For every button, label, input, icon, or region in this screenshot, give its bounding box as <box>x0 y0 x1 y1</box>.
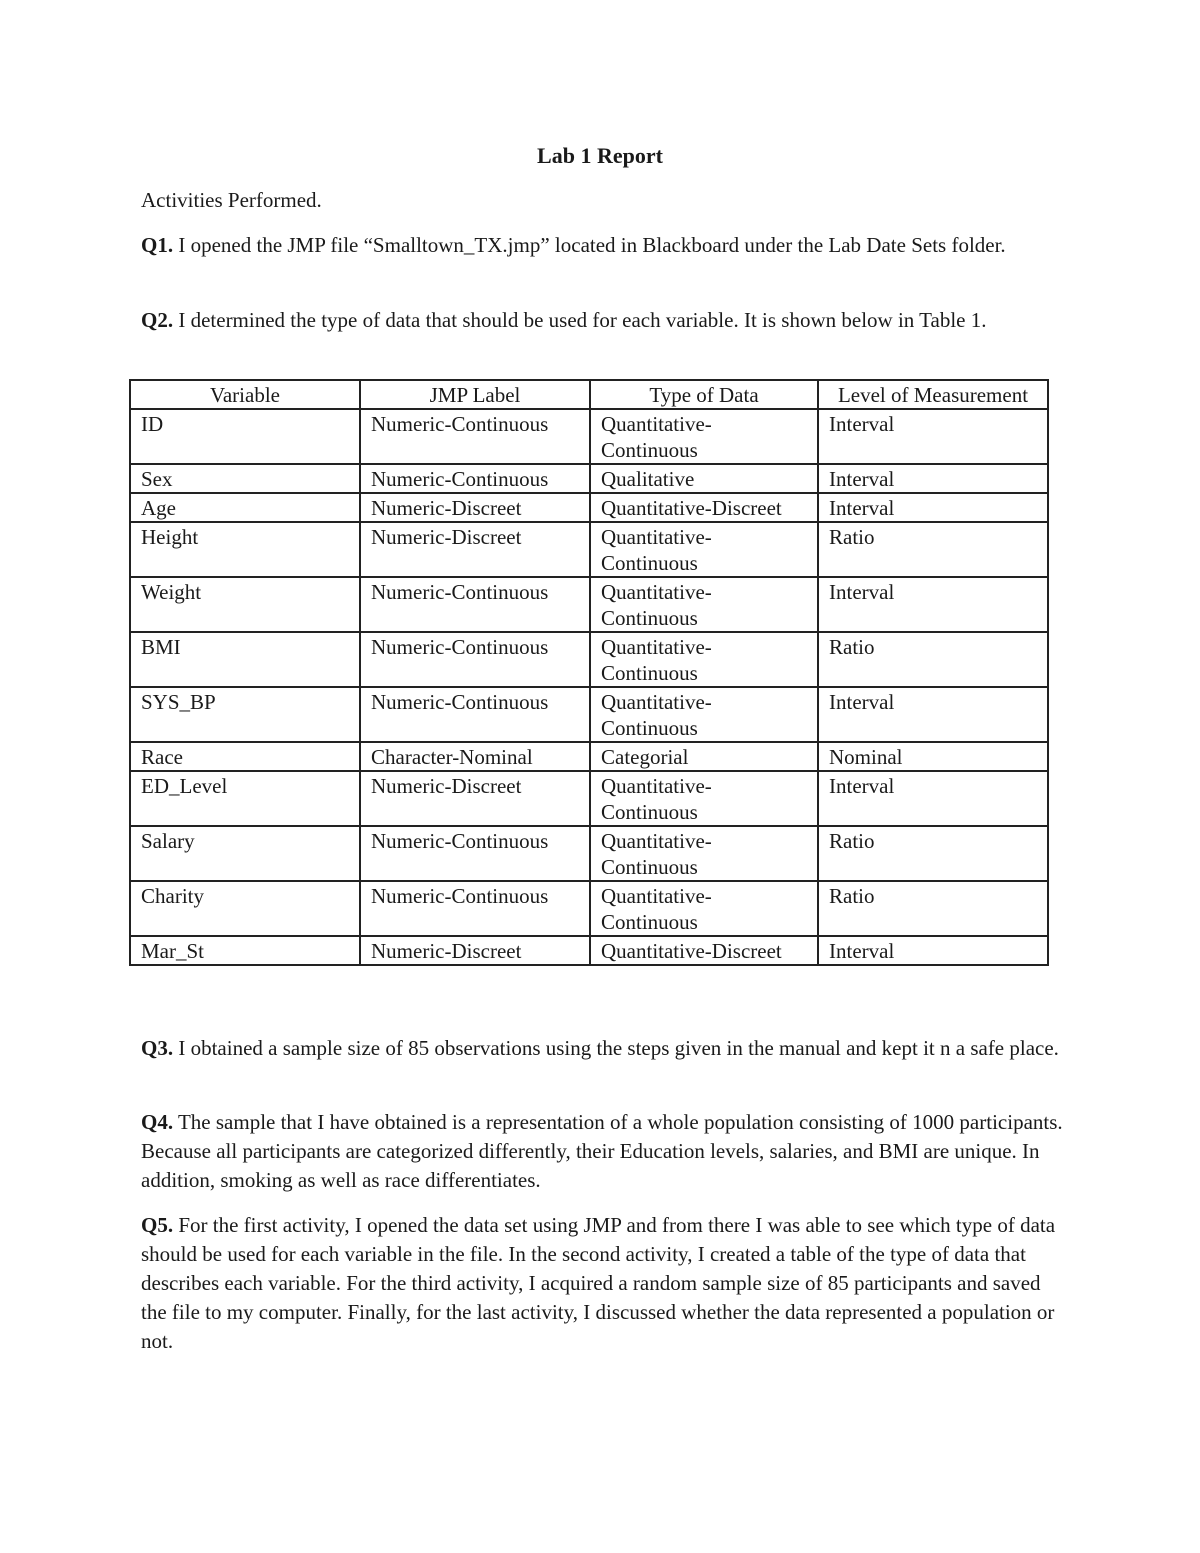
table-cell: Numeric-Discreet <box>360 493 590 522</box>
table-cell: Mar_St <box>130 936 360 965</box>
table-cell: Ratio <box>818 826 1048 881</box>
table-cell: Ratio <box>818 522 1048 577</box>
table-cell: Numeric-Discreet <box>360 522 590 577</box>
table-cell: Numeric-Continuous <box>360 881 590 936</box>
question-5 <box>141 1211 1066 1356</box>
table-cell: Interval <box>818 409 1048 464</box>
question-1-label: Q1. <box>141 233 174 257</box>
table-cell: Quantitative-Discreet <box>590 936 818 965</box>
table-row <box>130 522 1048 577</box>
table-cell: Height <box>130 522 360 577</box>
question-1-text: I opened the JMP file “Smalltown_TX.jmp” located in Blackboard under the Lab Date Sets folder. <box>173 233 1006 257</box>
table-row <box>130 577 1048 632</box>
table-row <box>130 632 1048 687</box>
table-cell: Numeric-Continuous <box>360 826 590 881</box>
table-cell: Quantitative-Continuous <box>590 409 818 464</box>
table-cell: Numeric-Continuous <box>360 632 590 687</box>
page-title: Lab 1 Report <box>537 143 663 168</box>
table-cell: Interval <box>818 771 1048 826</box>
table-cell: Quantitative-Continuous <box>590 632 818 687</box>
table-cell: Age <box>130 493 360 522</box>
table-row <box>130 881 1048 936</box>
table-cell: Interval <box>818 577 1048 632</box>
table-cell: Ratio <box>818 632 1048 687</box>
table-row <box>130 771 1048 826</box>
table-cell: Numeric-Discreet <box>360 936 590 965</box>
column-header: Type of Data <box>590 380 818 409</box>
table-cell: Character-Nominal <box>360 742 590 771</box>
table-cell: Interval <box>818 464 1048 493</box>
table-cell: Numeric-Discreet <box>360 771 590 826</box>
column-header: Variable <box>130 380 360 409</box>
activities-heading: Activities Performed. <box>141 188 322 212</box>
table-row <box>130 826 1048 881</box>
table-cell: Interval <box>818 936 1048 965</box>
question-4 <box>141 1108 1066 1195</box>
table-cell: Race <box>130 742 360 771</box>
table-body <box>130 409 1048 965</box>
table-cell: ED_Level <box>130 771 360 826</box>
table-cell: Quantitative-Continuous <box>590 687 818 742</box>
question-1 <box>141 231 1066 260</box>
table-cell: Interval <box>818 687 1048 742</box>
table-cell: Charity <box>130 881 360 936</box>
table-cell: Numeric-Continuous <box>360 464 590 493</box>
table-cell: Quantitative-Continuous <box>590 577 818 632</box>
table-cell: Quantitative-Discreet <box>590 493 818 522</box>
table-cell: Categorial <box>590 742 818 771</box>
table-cell: Interval <box>818 493 1048 522</box>
table-row <box>130 493 1048 522</box>
question-5-text: For the first activity, I opened the data set using JMP and from there I was able to see which type of data should be used for each variable in the file. In the second activity, I created a table of the type of data that describes each variable. For the third activity, I acquired a random sample size of 85 participants and saved the file to my computer. Finally, for the last activity, I discussed whether the data represented a population or not. <box>141 1213 1056 1353</box>
question-4-text: The sample that I have obtained is a representation of a whole population consisting of 1000 participants. Because all participants are categorized differently, their Education levels, salaries, and BMI are unique. In addition, smoking as well as race differentiates. <box>141 1110 1063 1192</box>
table-row <box>130 687 1048 742</box>
question-5-label: Q5. <box>141 1213 174 1237</box>
table-cell: BMI <box>130 632 360 687</box>
column-header: JMP Label <box>360 380 590 409</box>
table-cell: Quantitative-Continuous <box>590 522 818 577</box>
table-cell: ID <box>130 409 360 464</box>
table-cell: SYS_BP <box>130 687 360 742</box>
table-cell: Quantitative-Continuous <box>590 826 818 881</box>
table-header-row <box>130 380 1048 409</box>
table-cell: Ratio <box>818 881 1048 936</box>
table-cell: Numeric-Continuous <box>360 409 590 464</box>
table-row <box>130 409 1048 464</box>
table-cell: Quantitative-Continuous <box>590 771 818 826</box>
table-cell: Nominal <box>818 742 1048 771</box>
table-cell: Numeric-Continuous <box>360 577 590 632</box>
table-cell: Sex <box>130 464 360 493</box>
question-3 <box>141 1034 1066 1063</box>
table-cell: Weight <box>130 577 360 632</box>
question-2-label: Q2. <box>141 308 174 332</box>
question-2-text: I determined the type of data that should be used for each variable. It is shown below in Table 1. <box>173 308 987 332</box>
table-cell: Numeric-Continuous <box>360 687 590 742</box>
question-2 <box>141 306 1066 335</box>
column-header: Level of Measurement <box>818 380 1048 409</box>
table-row <box>130 936 1048 965</box>
question-3-label: Q3. <box>141 1036 174 1060</box>
question-4-label: Q4. <box>141 1110 174 1134</box>
table-row <box>130 742 1048 771</box>
table-cell: Quantitative-Continuous <box>590 881 818 936</box>
table-cell: Salary <box>130 826 360 881</box>
table-cell: Qualitative <box>590 464 818 493</box>
question-3-text: I obtained a sample size of 85 observations using the steps given in the manual and kept it n a safe place. <box>173 1036 1059 1060</box>
variables-table <box>129 379 1049 966</box>
table-row <box>130 464 1048 493</box>
